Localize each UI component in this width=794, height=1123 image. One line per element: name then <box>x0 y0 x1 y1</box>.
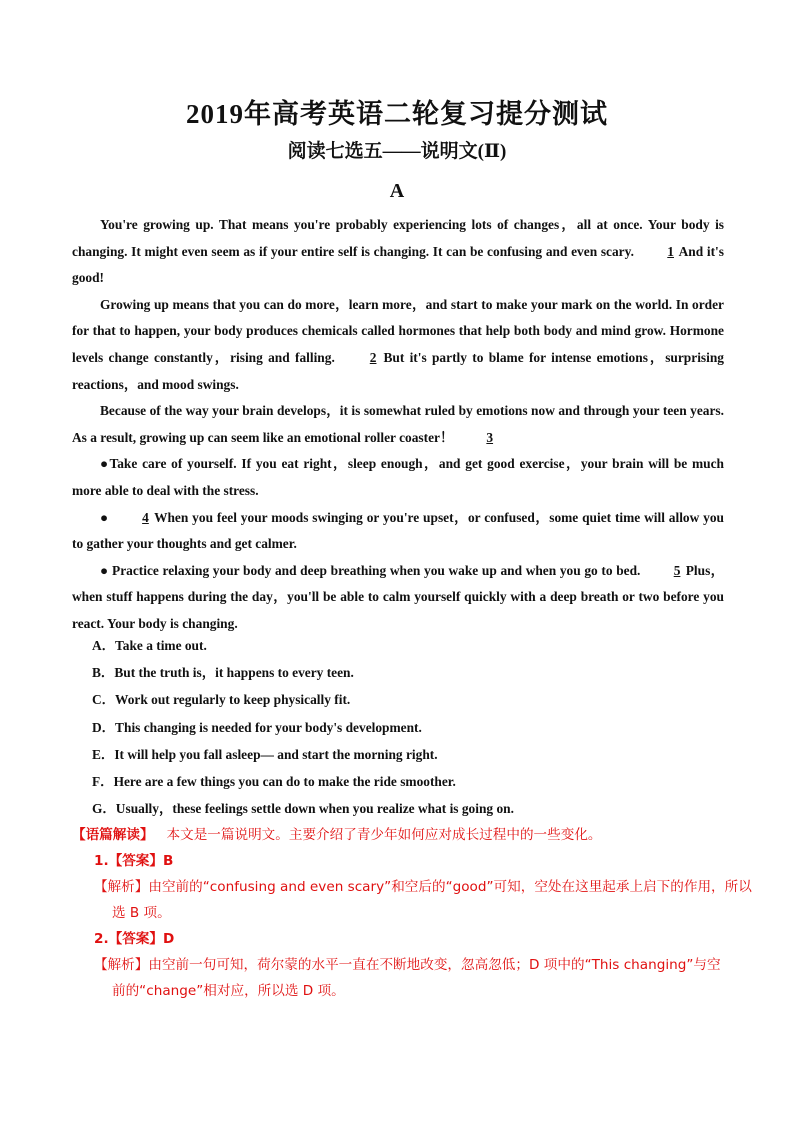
explanation-1-line-2: 选 B 项。 <box>112 905 171 921</box>
page-subtitle: 阅读七选五——说明文(Ⅱ) <box>287 141 507 162</box>
blank-5: 5 <box>673 562 681 578</box>
page-title: 2019年高考英语二轮复习提分测试 <box>186 99 608 129</box>
paragraph-5: ● 4 When you feel your moods swinging or you're upset，or confused，some quiet time will allow you to gather your thoughts and get calmer. <box>72 505 724 558</box>
interpretation-label: 【语篇解读】 <box>72 827 154 843</box>
option-list <box>92 632 514 822</box>
answer-1: 1.【答案】B <box>94 853 174 869</box>
answer-2: 2.【答案】D <box>94 931 175 947</box>
option-g: G．Usually，these feelings settle down when you realize what is going on. <box>92 801 514 817</box>
paragraph-2: Growing up means that you can do more，learn more，and start to make your mark on the world. In order for that to happen, your body produces chemicals called hormones that help both body and mind grow. Hormone levels change constantly，rising and falling. 2 But it's partly to blame for intense emotions，surprising reactions，and mood swings. <box>72 296 724 392</box>
reading-passage <box>72 212 724 638</box>
blank-4: 4 <box>142 509 149 525</box>
section-label: A <box>389 180 405 202</box>
option-f: F．Here are a few things you can do to make the ride smoother. <box>92 773 456 789</box>
paragraph-6: ● Practice relaxing your body and deep breathing when you wake up and when you go to bed. 5 Plus，when stuff happens during the day，you'll be able to calm yourself quickly with a deep breath or two before you react. Your body is changing. <box>72 558 724 638</box>
option-c: C．Work out regularly to keep physically fit. <box>92 692 351 708</box>
option-b: B．But the truth is，it happens to every teen. <box>92 665 354 681</box>
explanation-2-line-2: 前的“change”相对应，所以选 D 项。 <box>112 983 345 999</box>
option-a: A．Take a time out. <box>92 638 207 653</box>
blank-3: 3 <box>486 429 494 445</box>
paragraph-4: ●Take care of yourself. If you eat right，sleep enough，and get good exercise，your brain will be much more able to deal with the stress. <box>72 456 724 498</box>
explanation-2-line-1: 【解析】由空前一句可知，荷尔蒙的水平一直在不断地改变，忽高忽低；D 项中的“This changing”与空 <box>94 957 721 973</box>
paragraph-1: You're growing up. That means you're probably experiencing lots of changes，all at once. Your body is changing. It might even seem as if your entire self is changing. It can be confusing and even scary. 1 And it's good! <box>72 217 724 286</box>
passage-interpretation <box>72 822 732 848</box>
answer-analysis <box>72 822 752 1004</box>
option-e: E．It will help you fall asleep— and start the morning right. <box>92 746 438 762</box>
explanation-1-line-1: 【解析】由空前的“confusing and even scary”和空后的“good”可知，空处在这里起承上启下的作用，所以 <box>94 879 752 895</box>
blank-2: 2 <box>369 349 377 365</box>
paragraph-3: Because of the way your brain develops，it is somewhat ruled by emotions now and through your teen years. As a result, growing up can seem like an emotional roller coaster！ 3 <box>72 398 724 451</box>
option-d: D．This changing is needed for your body's development. <box>92 719 422 735</box>
interpretation-text: 本文是一篇说明文。主要介绍了青少年如何应对成长过程中的一些变化。 <box>166 827 602 843</box>
blank-1: 1 <box>667 243 674 259</box>
